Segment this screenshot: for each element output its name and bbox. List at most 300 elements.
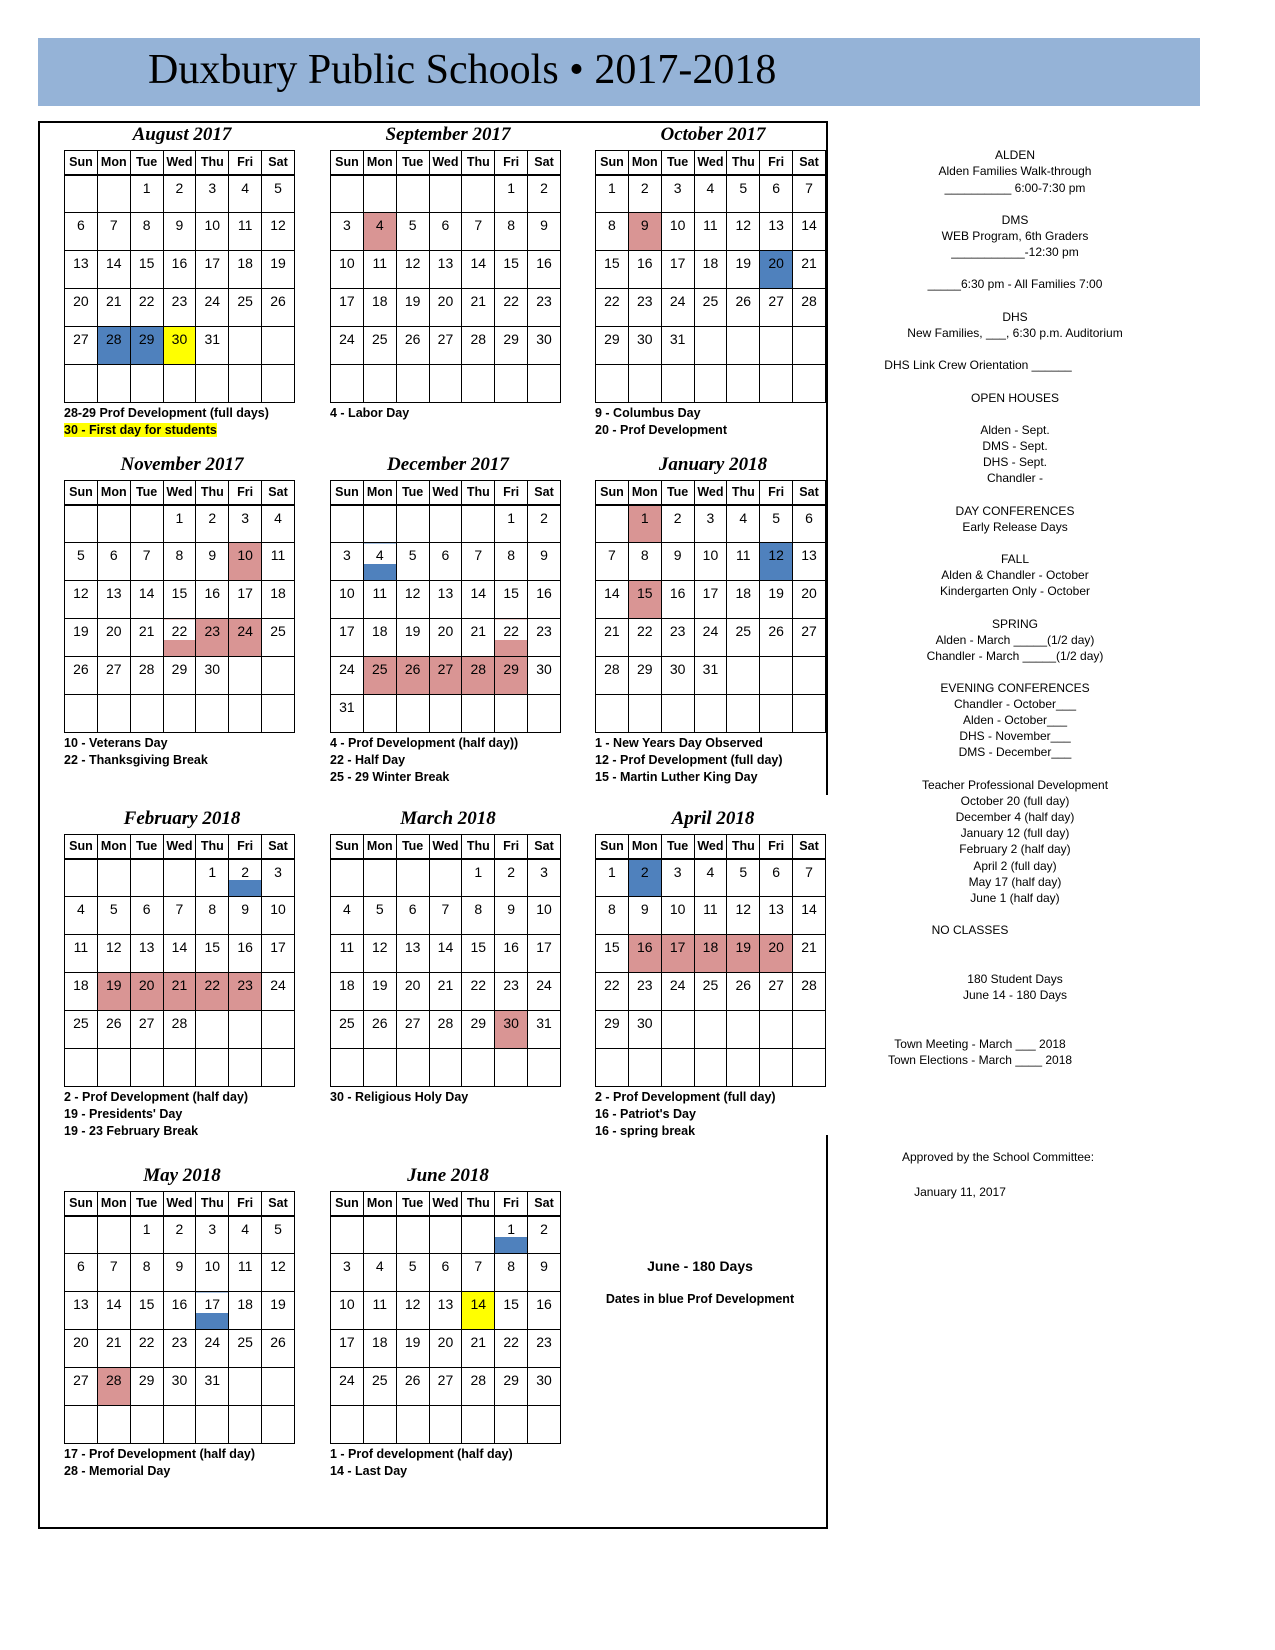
month-note: 28-29 Prof Development (full days) (64, 406, 269, 420)
day-cell: 20 (396, 973, 429, 1011)
day-cell: 15 (495, 581, 528, 619)
day-cell: 13 (97, 581, 130, 619)
day-cell: 13 (429, 251, 462, 289)
day-cell: 1 (628, 505, 661, 543)
weekday-header: Thu (462, 1192, 495, 1216)
day-cell (528, 1049, 561, 1087)
day-cell (760, 657, 793, 695)
day-cell: 3 (661, 859, 694, 897)
day-cell (196, 1406, 229, 1444)
day-cell (462, 365, 495, 403)
day-cell: 2 (196, 505, 229, 543)
month-note: 1 - Prof development (half day) (330, 1447, 513, 1461)
day-cell (262, 365, 295, 403)
day-cell (229, 695, 262, 733)
day-cell: 29 (495, 1368, 528, 1406)
day-cell: 19 (65, 619, 98, 657)
day-cell: 24 (661, 289, 694, 327)
weekday-header: Tue (396, 151, 429, 175)
day-cell: 11 (65, 935, 98, 973)
day-cell: 1 (196, 859, 229, 897)
day-cell: 12 (727, 213, 760, 251)
day-cell: 11 (229, 1254, 262, 1292)
day-cell: 16 (163, 251, 196, 289)
day-cell: 10 (331, 581, 364, 619)
day-cell: 12 (396, 581, 429, 619)
teacher-pd-may: May 17 (half day) (968, 875, 1062, 889)
day-cell: 5 (396, 1254, 429, 1292)
day-cell: 26 (262, 289, 295, 327)
day-cell (363, 365, 396, 403)
weekday-header: Mon (628, 835, 661, 859)
weekday-header: Sun (596, 835, 629, 859)
day-cell: 5 (363, 897, 396, 935)
month-grid (330, 480, 561, 733)
day-cell: 8 (596, 897, 629, 935)
day-cell: 27 (130, 1011, 163, 1049)
day-cell (429, 175, 462, 213)
month-calendar (330, 1163, 566, 1480)
month-grid (64, 834, 295, 1087)
month-title: January 2018 (658, 454, 768, 475)
day-cell: 16 (196, 581, 229, 619)
weekday-header: Sat (793, 481, 826, 505)
day-cell: 11 (694, 897, 727, 935)
month-calendar (64, 452, 300, 769)
teacher-pd-june: June 1 (half day) (970, 891, 1060, 905)
day-cell (396, 1216, 429, 1254)
day-cell: 6 (793, 505, 826, 543)
day-cell: 13 (429, 1292, 462, 1330)
day-cell: 19 (760, 581, 793, 619)
dms-web-program: WEB Program, 6th Graders (941, 229, 1089, 243)
day-cell (727, 657, 760, 695)
day-cell: 28 (97, 327, 130, 365)
weekday-header: Sun (65, 835, 98, 859)
day-cell: 15 (628, 581, 661, 619)
day-cell: 19 (396, 1330, 429, 1368)
weekday-header: Wed (694, 835, 727, 859)
fall-alden-chandler: Alden & Chandler - October (941, 568, 1089, 582)
day-cell (396, 1406, 429, 1444)
day-cell: 4 (363, 1254, 396, 1292)
day-cell: 28 (793, 973, 826, 1011)
day-cell: 8 (495, 1254, 528, 1292)
day-cell: 10 (331, 1292, 364, 1330)
day-cell (363, 505, 396, 543)
month-notes (330, 1089, 566, 1106)
day-cell: 1 (495, 175, 528, 213)
day-cell: 23 (196, 619, 229, 657)
day-cell: 13 (760, 213, 793, 251)
day-cell: 29 (596, 1011, 629, 1049)
day-cell (495, 1049, 528, 1087)
day-cell: 26 (65, 657, 98, 695)
weekday-header: Thu (462, 481, 495, 505)
dhs-link-crew: DHS Link Crew Orientation ______ (884, 358, 1072, 372)
day-cell (262, 1368, 295, 1406)
day-cell (363, 695, 396, 733)
day-cell (396, 505, 429, 543)
day-cell: 30 (528, 327, 561, 365)
day-cell: 8 (628, 543, 661, 581)
day-cell: 11 (331, 935, 364, 973)
day-cell (793, 1011, 826, 1049)
weekday-header: Thu (727, 151, 760, 175)
weekday-header: Sat (528, 481, 561, 505)
day-cell: 5 (727, 859, 760, 897)
day-cell (429, 365, 462, 403)
day-cell (727, 1049, 760, 1087)
day-cell (229, 657, 262, 695)
month-grid (595, 150, 826, 403)
fall-kindergarten: Kindergarten Only - October (939, 584, 1091, 598)
day-cell (596, 1049, 629, 1087)
day-cell: 31 (196, 327, 229, 365)
day-cell: 27 (97, 657, 130, 695)
day-cell (396, 1049, 429, 1087)
day-cell: 7 (462, 543, 495, 581)
blue-dates-note: Dates in blue Prof Development (605, 1292, 795, 1306)
evening-alden: Alden - October___ (962, 713, 1068, 727)
day-cell: 25 (694, 289, 727, 327)
day-cell (196, 365, 229, 403)
day-cell: 29 (462, 1011, 495, 1049)
teacher-pd-january: January 12 (full day) (960, 826, 1070, 840)
day-cell: 10 (196, 1254, 229, 1292)
day-cell (331, 365, 364, 403)
weekday-header: Mon (97, 481, 130, 505)
day-cell: 9 (229, 897, 262, 935)
day-cell: 21 (97, 289, 130, 327)
day-cell: 15 (130, 251, 163, 289)
day-cell: 18 (229, 251, 262, 289)
day-cell (462, 1406, 495, 1444)
day-cell (229, 327, 262, 365)
weekday-header: Tue (396, 481, 429, 505)
day-cell: 19 (727, 251, 760, 289)
day-cell (130, 695, 163, 733)
day-cell: 17 (196, 1292, 229, 1330)
day-cell: 28 (462, 327, 495, 365)
day-cell: 10 (661, 897, 694, 935)
day-cell: 5 (727, 175, 760, 213)
day-cell: 24 (694, 619, 727, 657)
day-cell: 2 (495, 859, 528, 897)
day-cell (528, 365, 561, 403)
day-cell: 13 (429, 581, 462, 619)
day-cell: 26 (363, 1011, 396, 1049)
day-cell: 14 (429, 935, 462, 973)
weekday-header: Mon (628, 151, 661, 175)
month-title: September 2017 (385, 124, 511, 145)
day-cell: 17 (661, 251, 694, 289)
day-cell: 5 (760, 505, 793, 543)
day-cell: 23 (229, 973, 262, 1011)
day-cell (229, 1406, 262, 1444)
day-cell: 4 (331, 897, 364, 935)
day-cell (97, 859, 130, 897)
day-cell (396, 859, 429, 897)
student-days-total: 180 Student Days (967, 972, 1063, 986)
month-title: December 2017 (387, 454, 509, 475)
day-cell: 17 (694, 581, 727, 619)
day-cell: 30 (196, 657, 229, 695)
day-cell: 1 (495, 1216, 528, 1254)
weekday-header: Tue (396, 835, 429, 859)
day-cell (163, 365, 196, 403)
weekday-header: Fri (229, 1192, 262, 1216)
day-cell: 22 (495, 619, 528, 657)
month-note: 2 - Prof Development (half day) (64, 1090, 249, 1104)
day-cell (793, 657, 826, 695)
day-cell: 13 (396, 935, 429, 973)
day-cell (462, 1049, 495, 1087)
day-cell: 5 (97, 897, 130, 935)
day-cell (793, 1049, 826, 1087)
weekday-header: Thu (196, 1192, 229, 1216)
weekday-header: Tue (130, 481, 163, 505)
month-note: 4 - Prof Development (half day)) (330, 736, 519, 750)
day-cell: 4 (65, 897, 98, 935)
month-note: 15 - Martin Luther King Day (595, 770, 758, 784)
day-cell: 11 (363, 1292, 396, 1330)
alden-walkthrough-time: __________ 6:00-7:30 pm (944, 181, 1086, 195)
day-cell: 20 (65, 289, 98, 327)
weekday-header: Mon (363, 1192, 396, 1216)
day-cell (363, 1216, 396, 1254)
day-cell (65, 695, 98, 733)
day-cell (727, 1011, 760, 1049)
day-cell: 2 (528, 175, 561, 213)
day-cell: 17 (331, 619, 364, 657)
month-notes (330, 1446, 566, 1480)
weekday-header: Thu (196, 481, 229, 505)
day-cell: 14 (97, 1292, 130, 1330)
day-cell (262, 1011, 295, 1049)
weekday-header: Fri (495, 835, 528, 859)
day-cell: 8 (130, 1254, 163, 1292)
day-cell (462, 695, 495, 733)
day-cell (694, 695, 727, 733)
spring-heading: SPRING (991, 617, 1038, 631)
day-cell: 7 (596, 543, 629, 581)
day-cell: 27 (760, 973, 793, 1011)
weekday-header: Sat (528, 1192, 561, 1216)
day-cell (65, 1049, 98, 1087)
day-cell: 10 (331, 251, 364, 289)
day-cell: 21 (793, 935, 826, 973)
day-cell (196, 1049, 229, 1087)
day-cell: 20 (65, 1330, 98, 1368)
day-cell (429, 1049, 462, 1087)
day-cell: 12 (262, 213, 295, 251)
day-cell: 2 (628, 175, 661, 213)
weekday-header: Wed (694, 481, 727, 505)
day-cell: 28 (596, 657, 629, 695)
day-cell: 1 (130, 175, 163, 213)
day-cell (661, 1011, 694, 1049)
day-cell (760, 695, 793, 733)
day-cell: 15 (163, 581, 196, 619)
weekday-header: Fri (760, 151, 793, 175)
weekday-header: Sat (528, 835, 561, 859)
day-cell (495, 695, 528, 733)
weekday-header: Tue (130, 835, 163, 859)
day-cell (396, 365, 429, 403)
day-cell: 23 (528, 619, 561, 657)
weekday-header: Sun (65, 1192, 98, 1216)
weekday-header: Sat (528, 151, 561, 175)
dhs-heading: DHS (1002, 310, 1028, 324)
day-cell (363, 859, 396, 897)
day-cell (130, 1406, 163, 1444)
day-cell (65, 1406, 98, 1444)
month-grid (595, 480, 826, 733)
month-title: November 2017 (120, 454, 244, 475)
weekday-header: Tue (661, 835, 694, 859)
day-cell: 1 (596, 859, 629, 897)
day-cell: 21 (429, 973, 462, 1011)
weekday-header: Thu (727, 481, 760, 505)
day-cell: 6 (130, 897, 163, 935)
day-cell: 7 (429, 897, 462, 935)
month-notes (64, 1446, 300, 1480)
day-cell: 1 (130, 1216, 163, 1254)
day-cell: 30 (528, 657, 561, 695)
day-cell (429, 505, 462, 543)
day-cell: 19 (396, 289, 429, 327)
open-house-dms: DMS - Sept. (982, 439, 1048, 453)
day-cell: 7 (793, 175, 826, 213)
day-cell: 21 (596, 619, 629, 657)
day-cell: 3 (661, 175, 694, 213)
evening-conferences-heading: EVENING CONFERENCES (940, 681, 1090, 695)
day-cell (760, 1011, 793, 1049)
day-cell (462, 1216, 495, 1254)
weekday-header: Mon (97, 151, 130, 175)
weekday-header: Thu (196, 151, 229, 175)
day-cell: 17 (661, 935, 694, 973)
month-note: 9 - Columbus Day (595, 406, 701, 420)
day-cell: 24 (661, 973, 694, 1011)
open-house-chandler: Chandler - (986, 471, 1044, 485)
month-grid (595, 834, 826, 1087)
day-cell: 28 (130, 657, 163, 695)
day-cell: 22 (495, 1330, 528, 1368)
weekday-header: Sun (331, 835, 364, 859)
day-cell: 31 (528, 1011, 561, 1049)
day-cell: 22 (462, 973, 495, 1011)
day-cell (396, 695, 429, 733)
no-classes-label: NO CLASSES (931, 923, 1009, 937)
day-cell: 18 (694, 935, 727, 973)
month-note: 22 - Half Day (330, 753, 406, 767)
day-cell: 27 (793, 619, 826, 657)
month-notes (64, 405, 300, 439)
day-cell: 20 (793, 581, 826, 619)
day-cell: 12 (262, 1254, 295, 1292)
june-180-days-note: June - 180 Days (647, 1258, 753, 1274)
day-cell: 9 (163, 1254, 196, 1292)
weekday-header: Thu (727, 835, 760, 859)
day-cell: 3 (528, 859, 561, 897)
dms-web-time: ___________-12:30 pm (951, 245, 1079, 259)
weekday-header: Wed (163, 1192, 196, 1216)
day-cell: 26 (727, 973, 760, 1011)
day-cell (262, 327, 295, 365)
day-cell: 23 (628, 973, 661, 1011)
day-cell: 24 (331, 657, 364, 695)
month-notes (64, 1089, 300, 1140)
month-note: 1 - New Years Day Observed (595, 736, 763, 750)
month-note: 16 - spring break (595, 1124, 696, 1138)
weekday-header: Sat (262, 835, 295, 859)
day-cell: 18 (363, 1330, 396, 1368)
month-title: August 2017 (132, 124, 232, 145)
day-cell: 20 (97, 619, 130, 657)
day-cell: 18 (363, 289, 396, 327)
day-cell: 11 (363, 251, 396, 289)
month-note: 10 - Veterans Day (64, 736, 168, 750)
weekday-header: Sun (596, 481, 629, 505)
day-cell (694, 1049, 727, 1087)
weekday-header: Thu (196, 835, 229, 859)
town-elections: Town Elections - March ____ 2018 (887, 1053, 1073, 1067)
day-cell: 18 (262, 581, 295, 619)
town-meeting: Town Meeting - March ___ 2018 (894, 1037, 1066, 1051)
day-cell (65, 175, 98, 213)
day-cell (596, 505, 629, 543)
month-grid (64, 1191, 295, 1444)
day-cell: 5 (262, 175, 295, 213)
day-cell (363, 1406, 396, 1444)
day-cell: 14 (97, 251, 130, 289)
day-cell (97, 365, 130, 403)
day-cell (163, 1049, 196, 1087)
day-cell: 8 (495, 213, 528, 251)
weekday-header: Mon (363, 151, 396, 175)
day-cell (727, 365, 760, 403)
day-cell: 25 (262, 619, 295, 657)
day-cell: 24 (196, 1330, 229, 1368)
day-cell: 12 (396, 1292, 429, 1330)
day-cell (262, 695, 295, 733)
day-cell: 21 (462, 289, 495, 327)
teacher-pd-february: February 2 (half day) (959, 842, 1071, 856)
day-cell: 13 (65, 1292, 98, 1330)
evening-dhs: DHS - November___ (959, 729, 1071, 743)
day-cell: 15 (130, 1292, 163, 1330)
day-cell: 18 (65, 973, 98, 1011)
month-note: 20 - Prof Development (595, 423, 727, 437)
month-note: 19 - Presidents' Day (64, 1107, 183, 1121)
day-cell (130, 505, 163, 543)
day-cell: 23 (163, 289, 196, 327)
day-cell (97, 1216, 130, 1254)
weekday-header: Fri (495, 151, 528, 175)
day-cell: 15 (596, 251, 629, 289)
day-cell: 3 (694, 505, 727, 543)
weekday-header: Sun (331, 481, 364, 505)
day-cell (528, 1406, 561, 1444)
weekday-header: Tue (661, 151, 694, 175)
day-cell: 22 (130, 289, 163, 327)
day-cell: 30 (628, 327, 661, 365)
day-cell: 30 (628, 1011, 661, 1049)
weekday-header: Mon (363, 835, 396, 859)
day-conferences-heading: DAY CONFERENCES (955, 504, 1075, 518)
